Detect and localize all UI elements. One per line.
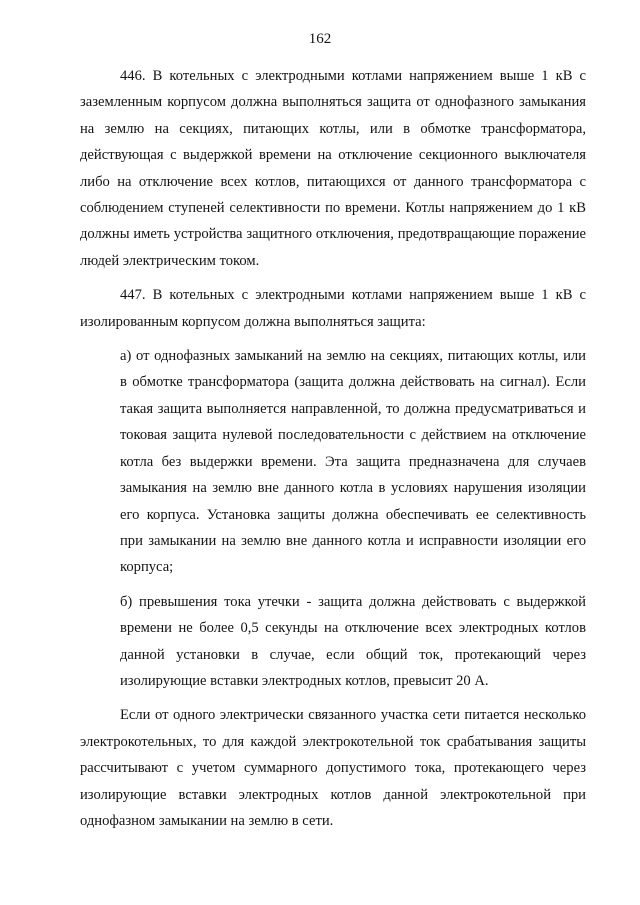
paragraph-447-b: б) превышения тока утечки - защита должна действовать с выдержкой времени не более 0,5 секунды на отключение всех электродных котлов данной установки в случае, если общий ток, протекающий через изолирующие вставки электродных котлов, превысит 20 А. [120,593,586,689]
paragraph-446: 446. В котельных с электродными котлами напряжением выше 1 кВ с заземленным корпусом должна выполняться защита от однофазного замыкания на землю на секциях, питающих котлы, или в обмотке трансформатора, действующая с выдержкой времени на отключение секционного выключателя либо на отключение всех котлов, питающихся от данного трансформатора с соблюдением ступеней селективности по времени. Котлы напряжением до 1 кВ должны иметь устройства защитного отключения, предотвращающие поражение людей электрическим током. [80,68,586,269]
page-number: 162 [308,31,332,47]
paragraph-network-note: Если от одного электрически связанного участка сети питается несколько электрокотельных, то для каждой электрокотельной ток срабатывания защиты рассчитывают с учетом суммарного допустимого тока, протекающего через изолирующие вставки электродных котлов данной электрокотельной при однофазном замыкании на землю в сети. [80,707,586,829]
document-body [80,63,586,834]
paragraph-447-a: а) от однофазных замыканий на землю на секциях, питающих котлы, или в обмотке трансформатора (защита должна действовать на сигнал). Если такая защита выполняется направленной, то должна предусматриваться и токовая защита нулевой последовательности с действием на отключение котла без выдержки времени. Эта защита предназначена для случаев замыкания на землю вне данного котла в условиях нарушения изоляции его корпуса. Установка защиты должна обеспечивать ее селективность при замыкании на землю вне данного котла и исправности изоляции его корпуса; [120,348,586,576]
paragraph-447: 447. В котельных с электродными котлами напряжением выше 1 кВ с изолированным корпусом должна выполняться защита: [80,287,586,330]
